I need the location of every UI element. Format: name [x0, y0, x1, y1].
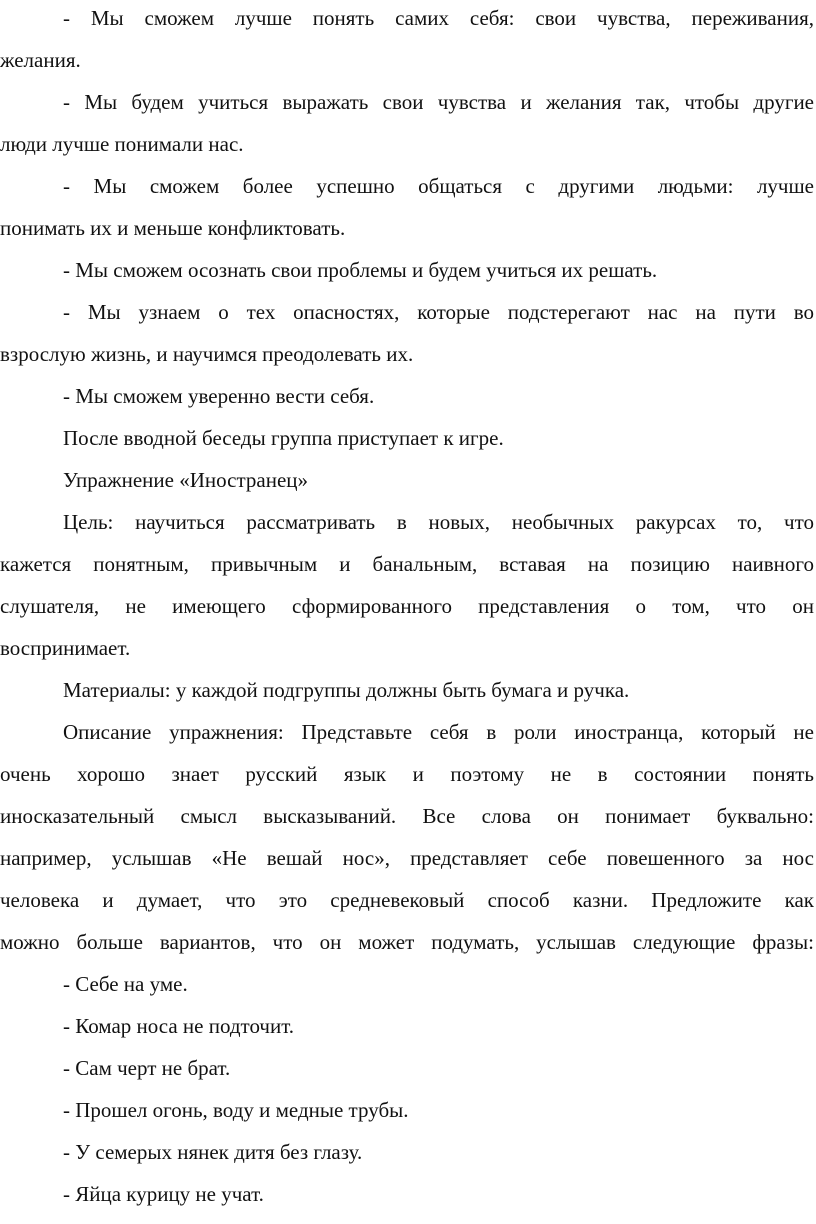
- text-line: понимать их и меньше конфликтовать.: [0, 216, 346, 240]
- text-line: желания.: [0, 48, 81, 72]
- list-item: - Яйца курицу не учат.: [63, 1182, 264, 1206]
- exercise-title: Упражнение «Иностранец»: [63, 468, 308, 492]
- text-line: Цель: научиться рассматривать в новых, необычных ракурсах то, что: [63, 510, 814, 534]
- text-line: человека и думает, что это средневековый способ казни. Предложите как: [0, 888, 814, 912]
- text-line: - Мы будем учиться выражать свои чувства и желания так, чтобы другие: [63, 90, 814, 114]
- text-line: люди лучше понимали нас.: [0, 132, 244, 156]
- text-line: очень хорошо знает русский язык и поэтому не в состоянии понять: [0, 762, 814, 786]
- text-line: иносказательный смысл высказываний. Все слова он понимает буквально:: [0, 804, 814, 828]
- text-line: - Мы сможем лучше понять самих себя: свои чувства, переживания,: [63, 6, 814, 30]
- text-line: Материалы: у каждой подгруппы должны быть бумага и ручка.: [63, 678, 630, 702]
- text-line: можно больше вариантов, что он может подумать, услышав следующие фразы:: [0, 930, 814, 954]
- list-item: - Себе на уме.: [63, 972, 188, 996]
- text-line: слушателя, не имеющего сформированного представления о том, что он: [0, 594, 814, 618]
- text-line: - Мы сможем более успешно общаться с другими людьми: лучше: [63, 174, 814, 198]
- list-item: - Сам черт не брат.: [63, 1056, 231, 1080]
- text-line: воспринимает.: [0, 636, 131, 660]
- list-item: - Прошел огонь, воду и медные трубы.: [63, 1098, 409, 1122]
- text-line: взрослую жизнь, и научимся преодолевать их.: [0, 342, 414, 366]
- text-line: - Мы сможем осознать свои проблемы и будем учиться их решать.: [63, 258, 658, 282]
- text-line: Описание упражнения: Представьте себя в роли иностранца, который не: [63, 720, 814, 744]
- text-line: - Мы узнаем о тех опасностях, которые подстерегают нас на пути во: [63, 300, 814, 324]
- text-line: кажется понятным, привычным и банальным, вставая на позицию наивного: [0, 552, 814, 576]
- text-line: После вводной беседы группа приступает к игре.: [63, 426, 504, 450]
- list-item: - Комар носа не подточит.: [63, 1014, 295, 1038]
- text-line: - Мы сможем уверенно вести себя.: [63, 384, 375, 408]
- text-line: например, услышав «Не вешай нос», представляет себе повешенного за нос: [0, 846, 814, 870]
- list-item: - У семерых нянек дитя без глазу.: [63, 1140, 363, 1164]
